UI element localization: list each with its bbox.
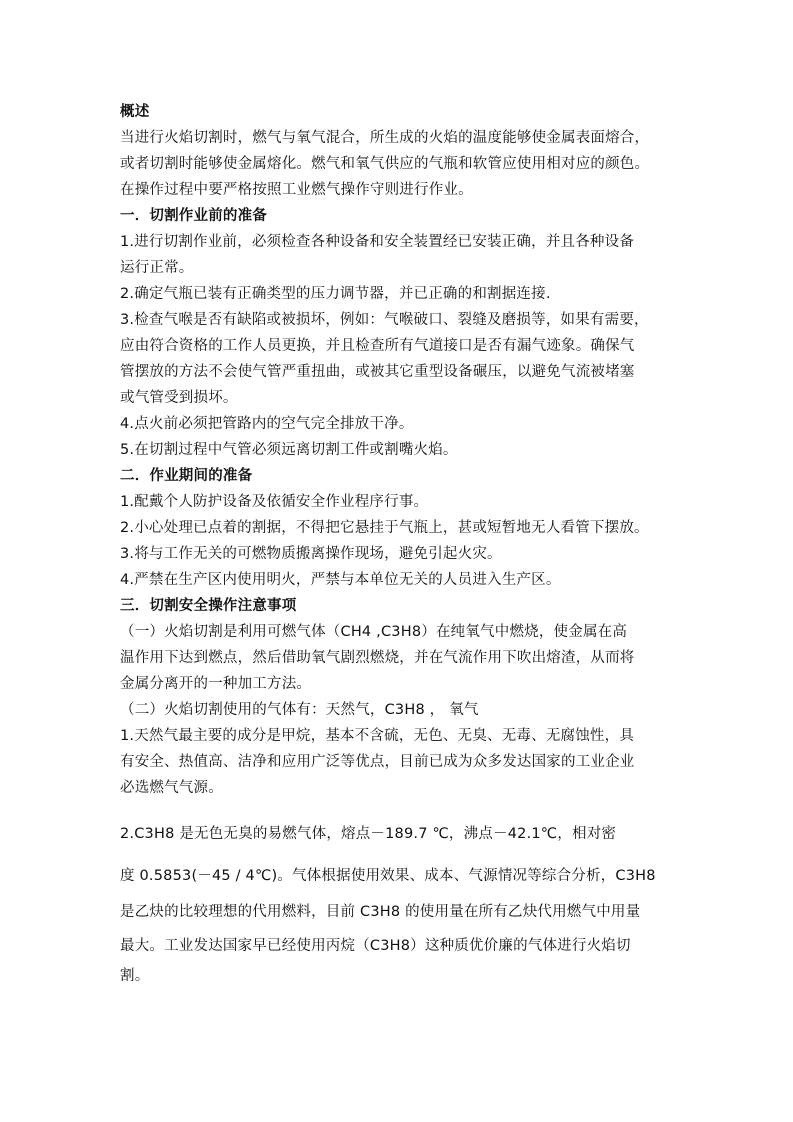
section-heading: 一．切割作业前的准备	[120, 208, 267, 224]
body-text-line: 有安全、热值高、洁净和应用广泛等优点，目前已成为众多发达国家的工业企业	[120, 754, 635, 770]
body-text-line: 当进行火焰切割时，燃气与氧气混合，所生成的火焰的温度能够使金属表面熔合，	[120, 130, 650, 146]
doc-title: 概述	[120, 104, 150, 120]
body-text-line: 金属分离开的一种加工方法。	[120, 676, 312, 692]
section-heading: 三．切割安全操作注意事项	[120, 598, 297, 614]
body-text-line: 割。	[120, 968, 150, 984]
body-text-line: 或气管受到损坏。	[120, 390, 238, 406]
body-text-line: 在操作过程中要严格按照工业燃气操作守则进行作业。	[120, 182, 473, 198]
body-text-line: 最大。工业发达国家早已经使用丙烷（C3H8）这种质优价廉的气体进行火焰切	[120, 938, 631, 954]
body-text-line: （二）火焰切割使用的气体有：天然气，C3H8 ， 氧气	[120, 702, 479, 718]
body-text-line: 温作用下达到燃点，然后借助氧气剧烈燃烧，并在气流作用下吹出熔渣，从而将	[120, 650, 635, 666]
body-text-line: 2.小心处理已点着的割据，不得把它悬挂于气瓶上，甚或短暂地无人看管下摆放。	[120, 520, 649, 536]
body-text-line: 3.将与工作无关的可燃物质搬离操作现场，避免引起火灾。	[120, 546, 502, 562]
body-text-line: 2.确定气瓶已装有正确类型的压力调节器，并已正确的和割据连接.	[120, 286, 551, 302]
body-text-line: 1.进行切割作业前，必须检查各种设备和安全装置经已安装正确，并且各种设备	[120, 234, 635, 250]
body-text-line: 必选燃气气源。	[120, 780, 223, 796]
body-text-line: 5.在切割过程中气管必须远离切割工件或割嘴火焰。	[120, 442, 458, 458]
body-text-line: 管摆放的方法不会使气管严重扭曲，或被其它重型设备碾压，以避免气流被堵塞	[120, 364, 635, 380]
body-text-line: 1.天然气最主要的成分是甲烷，基本不含硫，无色、无臭、无毒、无腐蚀性，具	[120, 728, 635, 744]
body-text-line: 3.检查气喉是否有缺陷或被损坏，例如：气喉破口、裂缝及磨损等，如果有需要，	[120, 312, 649, 328]
body-text-line: 是乙炔的比较理想的代用燃料，目前 C3H8 的使用量在所有乙炔代用燃气中用量	[120, 904, 641, 920]
body-text-line: 或者切割时能够使金属熔化。燃气和氧气供应的气瓶和软管应使用相对应的颜色。	[120, 156, 650, 172]
body-text-line: 度 0.5853(－45 / 4℃)。气体根据使用效果、成本、气源情况等综合分析，C3H8	[120, 868, 656, 884]
body-text-line: 运行正常。	[120, 260, 194, 276]
body-text-line: 应由符合资格的工作人员更换，并且检查所有气道接口是否有漏气迹象。确保气	[120, 338, 635, 354]
body-text-line: 2.C3H8 是无色无臭的易燃气体，熔点－189.7 ℃，沸点－42.1℃，相对密	[120, 826, 617, 842]
body-text-line: 1.配戴个人防护设备及依循安全作业程序行事。	[120, 494, 429, 510]
body-text-line: 4.点火前必须把管路内的空气完全排放干净。	[120, 416, 414, 432]
body-text-line: （一）火焰切割是利用可燃气体（CH4 ,C3H8）在纯氧气中燃烧，使金属在高	[120, 624, 628, 640]
body-text-line: 4.严禁在生产区内使用明火，严禁与本单位无关的人员进入生产区。	[120, 572, 561, 588]
section-heading: 二．作业期间的准备	[120, 468, 253, 484]
